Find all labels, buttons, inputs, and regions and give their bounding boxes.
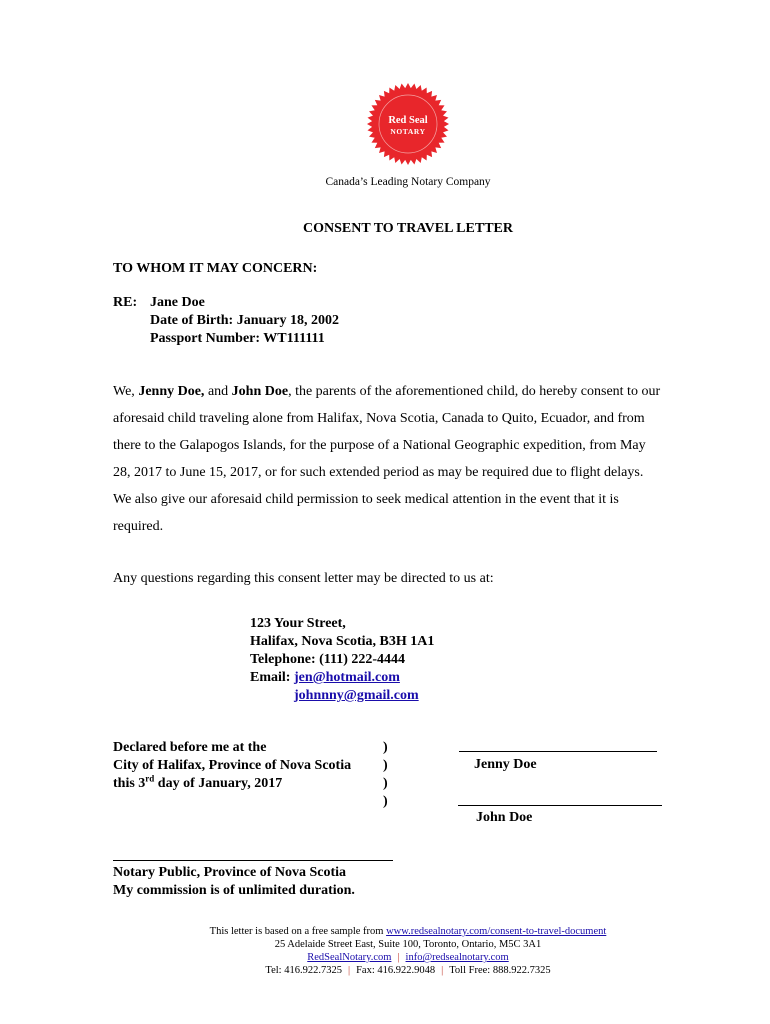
contact-address-block	[250, 615, 434, 705]
footer-source-link[interactable]: www.redsealnotary.com/consent-to-travel-document	[386, 926, 607, 937]
logo-line2: NOTARY	[390, 127, 426, 136]
re-date-of-birth: Date of Birth: January 18, 2002	[150, 313, 339, 328]
footer-tollfree: Toll Free: 888.922.7325	[449, 965, 551, 976]
consent-line-6: required.	[113, 519, 164, 534]
signature-line-1	[459, 751, 657, 752]
re-child-name: Jane Doe	[150, 295, 205, 310]
address-street: 123 Your Street,	[250, 616, 346, 631]
consent-paragraph	[113, 378, 713, 540]
re-label: RE:	[113, 295, 138, 310]
address-city: Halifax, Nova Scotia, B3H 1A1	[250, 634, 435, 649]
notary-signature-line	[113, 860, 393, 861]
parent-1-name: Jenny Doe,	[138, 384, 205, 399]
footer-line-1: This letter is based on a free sample from www.redsealnotary.com/consent-to-travel-document	[209, 926, 607, 937]
notary-line-1: Notary Public, Province of Nova Scotia	[113, 865, 347, 880]
notary-line-2: My commission is of unlimited duration.	[113, 883, 355, 898]
footer-site-link[interactable]: RedSealNotary.com	[307, 952, 392, 963]
consent-line-4: 28, 2017 to June 15, 2017, or for such extended period as may be required due to flight delays.	[113, 465, 644, 480]
questions-text: Any questions regarding this consent letter may be directed to us at:	[113, 571, 494, 586]
declared-line-2: City of Halifax, Province of Nova Scotia	[113, 758, 352, 773]
declared-line-3: this 3rd day of January, 2017	[113, 773, 283, 791]
notary-block	[113, 864, 355, 900]
email-link-1[interactable]: jen@hotmail.com	[293, 670, 400, 685]
consent-line-5: We also give our aforesaid child permission to seek medical attention in the event that it is	[113, 492, 619, 507]
signer-1-name: Jenny Doe	[474, 757, 537, 772]
address-email-row: Email: jen@hotmail.com	[250, 670, 400, 685]
signer-2-name: John Doe	[476, 810, 533, 825]
footer-fax: Fax: 416.922.9048	[356, 965, 436, 976]
declaration-block	[113, 739, 351, 793]
footer-contacts: Tel: 416.922.7325 | Fax: 416.922.9048 | Toll Free: 888.922.7325	[265, 965, 551, 976]
address-phone: Telephone: (111) 222-4444	[250, 652, 406, 667]
signature-line-2	[458, 805, 662, 806]
footer-address: 25 Adelaide Street East, Suite 100, Toronto, Ontario, M5C 3A1	[274, 939, 542, 950]
footer-email-link[interactable]: info@redsealnotary.com	[405, 952, 509, 963]
parent-2-name: John Doe	[231, 384, 289, 399]
declared-line-1: Declared before me at the	[113, 740, 267, 755]
footer-links: RedSealNotary.com | info@redsealnotary.com	[307, 952, 509, 963]
company-tagline: Canada’s Leading Notary Company	[325, 176, 491, 188]
consent-line-3: there to the Galapogos Islands, for the purpose of a National Geographic expedition, from May	[113, 438, 646, 453]
letter-title: CONSENT TO TRAVEL LETTER	[303, 221, 513, 236]
footer	[0, 925, 770, 977]
footer-tel: Tel: 416.922.7325	[265, 965, 342, 976]
consent-line-2: aforesaid child traveling alone from Halifax, Nova Scotia, Canada to Quito, Ecuador, and from	[113, 411, 645, 426]
email-link-2[interactable]: johnnny@gmail.com	[294, 688, 419, 703]
consent-line-1: We, Jenny Doe, and John Doe, the parents of the aforementioned child, do hereby consent to our	[113, 384, 661, 399]
salutation: TO WHOM IT MAY CONCERN:	[113, 261, 318, 276]
declaration-brackets: ) ) ) )	[383, 740, 388, 809]
logo-line1: Red Seal	[388, 115, 428, 126]
re-passport-number: Passport Number: WT111111	[150, 331, 325, 346]
red-seal-notary-logo	[366, 82, 450, 166]
